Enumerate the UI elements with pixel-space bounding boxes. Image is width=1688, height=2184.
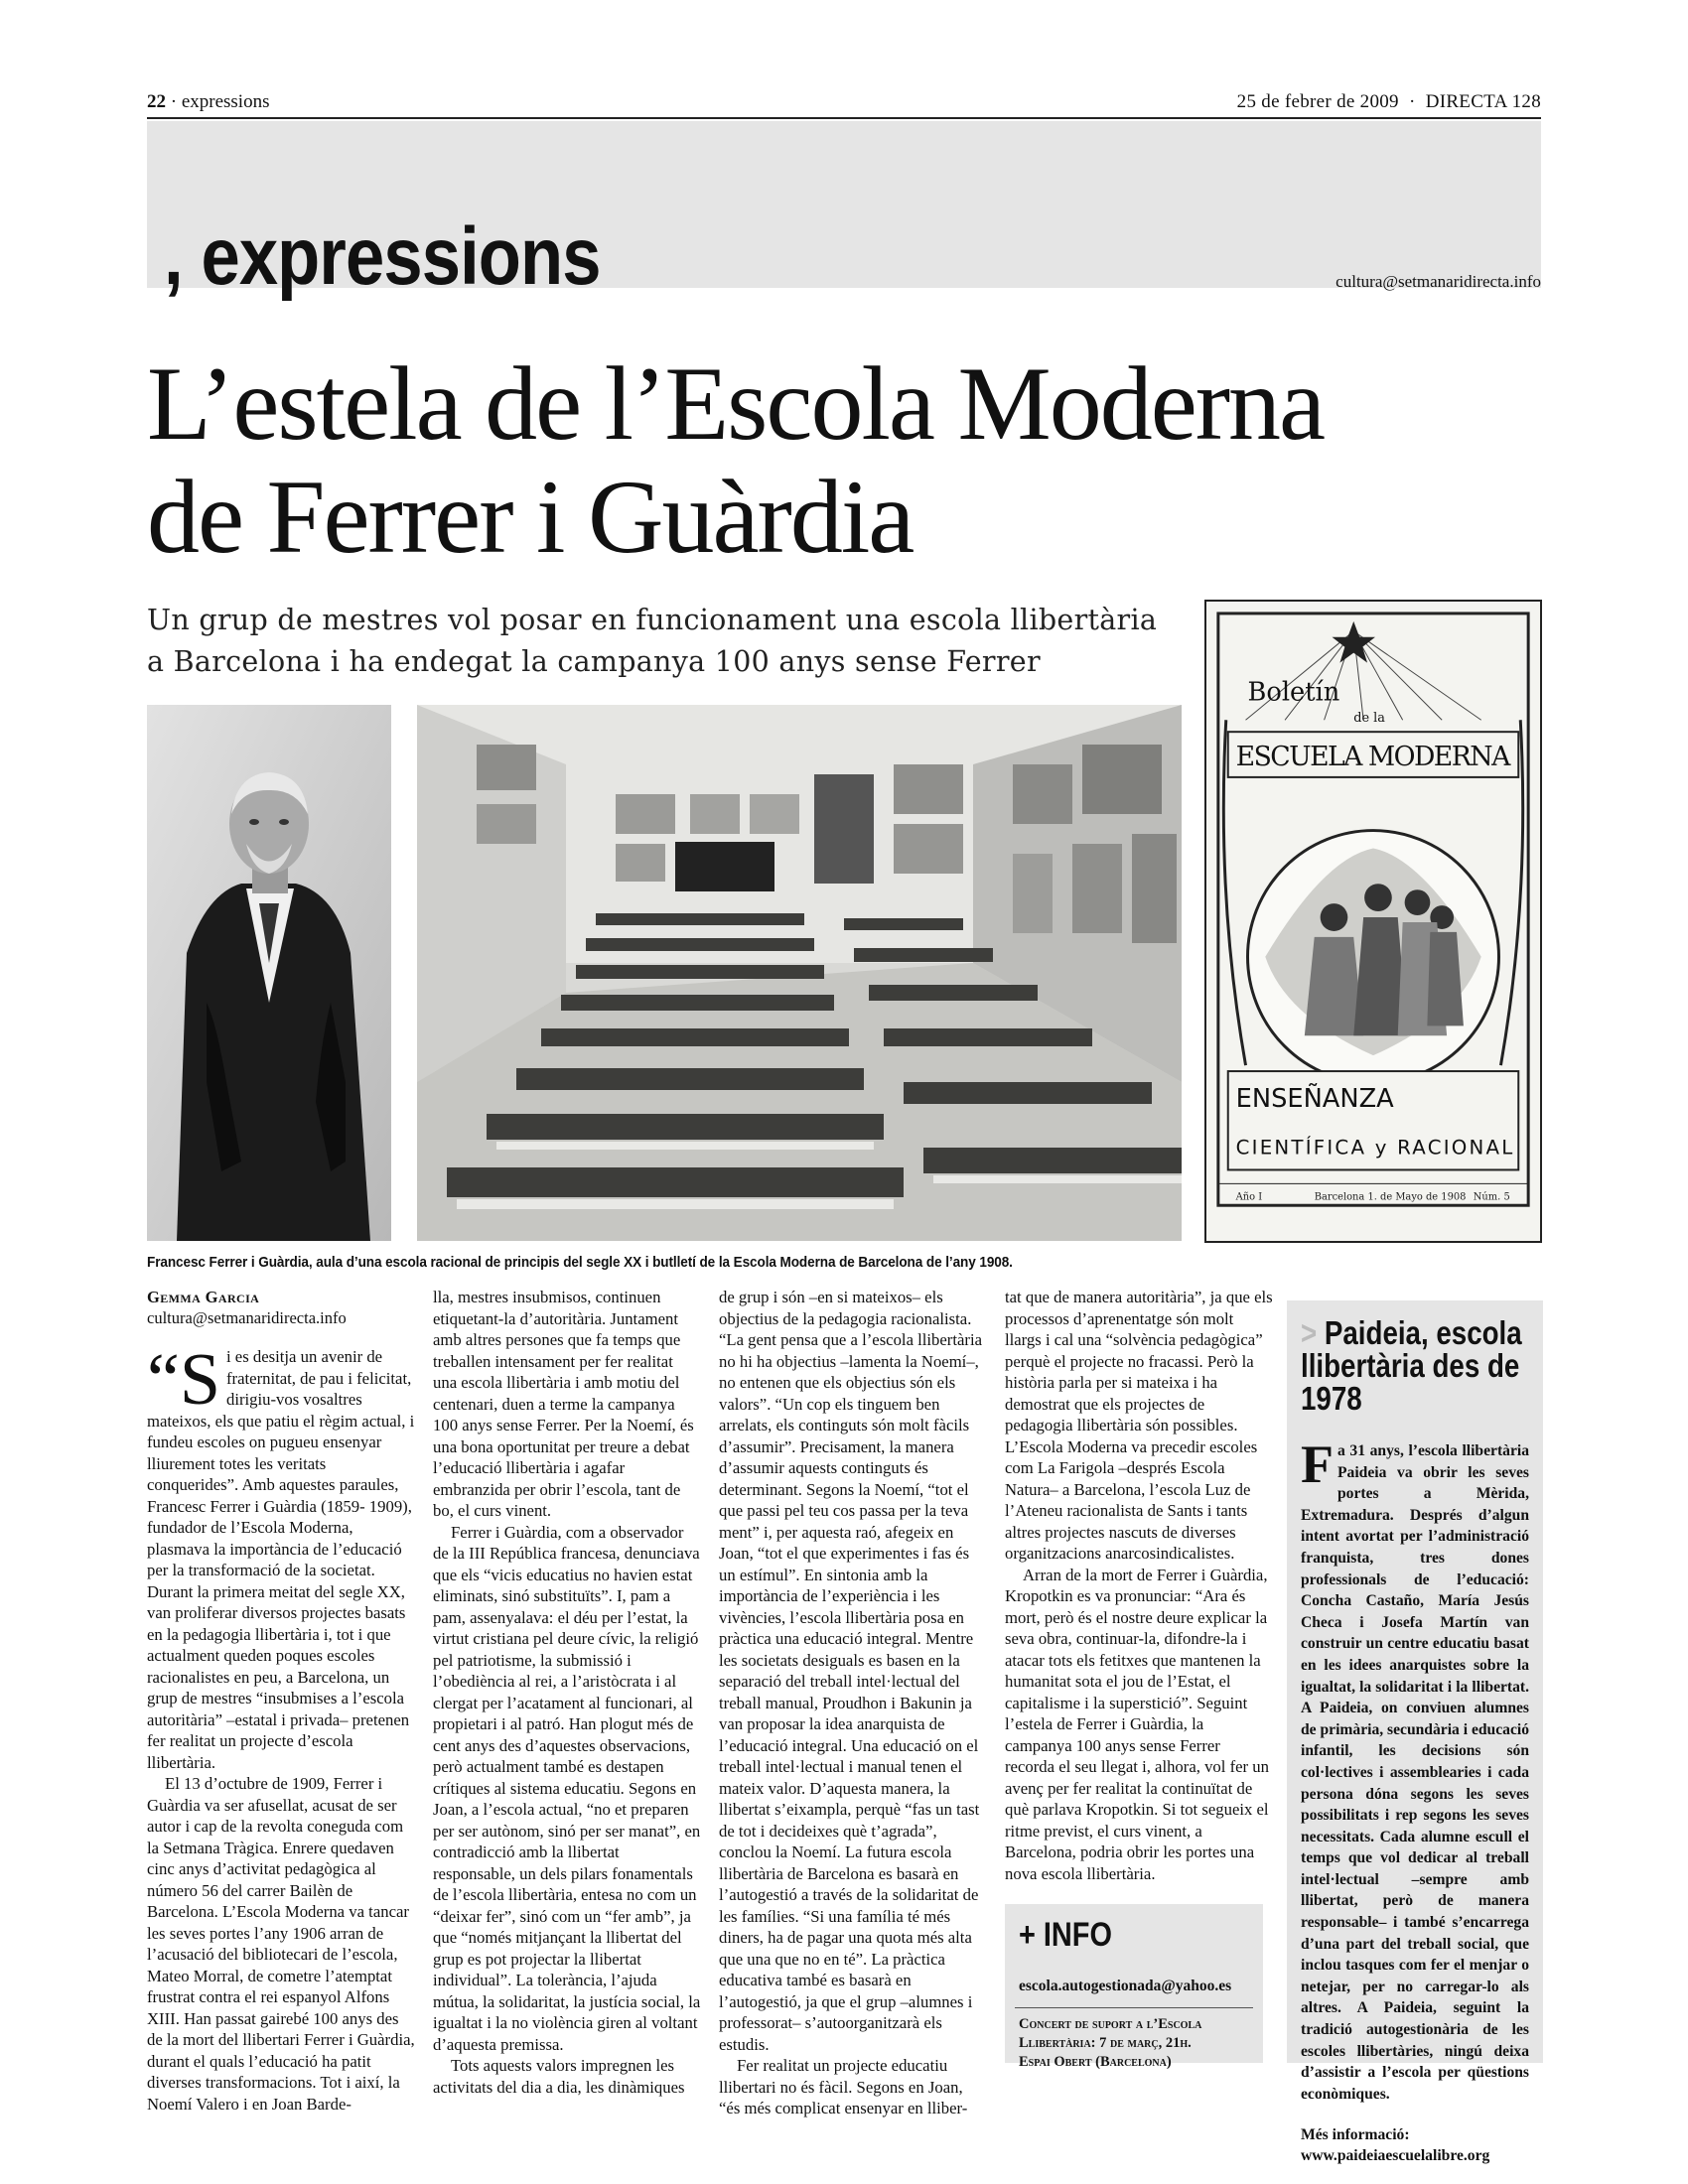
page-section-label: 22 · expressions <box>147 91 270 112</box>
article-column-3 <box>719 1287 987 2119</box>
article-subhead <box>147 600 1180 683</box>
section-title: , expressions <box>164 211 601 302</box>
info-box-line: Espai Obert (Barcelona) <box>1019 2054 1172 2070</box>
chevron-right-icon: > <box>1301 1314 1325 1351</box>
drop-cap: “S <box>147 1339 220 1421</box>
page-header <box>147 91 1541 119</box>
headline-line-2: de Ferrer i Guàrdia <box>147 459 914 575</box>
sidebar-paideia <box>1287 1300 1543 2165</box>
publication-name: DIRECTA 128 <box>1425 91 1541 112</box>
sidebar-body-text: a 31 anys, l’escola llibertària Paideia va obrir les seves portes a Mèrida, Extremadura. Després d’algun intent avortat per l’administració franquista, tres dones professionals de l’educació: Concha Castaño, María Jesús Checa i Josefa Martín van construir un centre educatiu basat en les idees anarquistes sobre la igualtat, la solidaritat i la llibertat. A Paideia, on conviuen alumnes de primària, secundària i educació infantil, les decisions són col·lectives i assemblearies i cada persona dóna segons les seves possibilitats i rep segons les seves necessitats. Cada alumne escull el temps que vol dedicar al treball intel·lectual –sempre amb llibertat, però de manera responsable– i també s’encarrega d’una part del treball social, que inclou tasques com fer el menjar o netejar, per no carregar-lo als altres. A Paideia, seguint la tradició autogestionària de les escoles llibertàries, ningú deixa d’assistir a l’escola per qüestions econòmiques. <box>1301 1442 1529 2103</box>
article-column-4 <box>1005 1287 1273 1884</box>
page-number: 22 <box>147 91 166 112</box>
article-paragraph: lla, mestres insubmisos, continuen etiquetant-la d’autoritària. Juntament amb altres persones que fa temps que treballen intensament per fer realitat una escola llibertària i amb motiu del centenari, duen a terme la campanya 100 anys sense Ferrer. Per la Noemí, és una bona oportunitat per treure a debat l’educació llibertària i agafar embranzida per obrir l’escola, tant de bo, el curs vinent. <box>433 1288 694 1520</box>
cover-number-text: Núm. 5 <box>1473 1191 1510 1203</box>
classroom-graphic <box>417 705 1182 1241</box>
headline-line-1: L’estela de l’Escola Moderna <box>147 345 1325 462</box>
article-paragraph: de grup i són –en si mateixos– els objectius de la pedagogia racionalista. “La gent pensa que a l’escola llibertària no hi ha objectius –lamenta la Noemí–, no entenen que els objectius són els valors”. “Un cop els tinguem ben arrelats, els continguts són molt fàcils d’assumir”. Precisament, la manera d’assumir aquests continguts és determinant. Segons la Noemí, “tot el que passi pel teu cos passa per la teva ment” i, per aquesta raó, afegeix en Joan, “tot el que experimentes i fas és un estímul”. En sintonia amb la importància de l’experiència i les vivències, l’escola llibertària posa en pràctica una educació integral. Mentre les societats desiguals es basen en la separació del treball intel·lectual del treball manual, Proudhon i Bakunin ja van proposar la idea anarquista de l’educació integral. Una educació on el treball intel·lectual i manual tenen el mateix valor. D’aquesta manera, la llibertat s’eixampla, perquè “fas un tast de tot i decideixes què t’agrada”, conclou la Noemí. La futura escola llibertària de Barcelona es basarà en l’autogestió a través de la solidaritat de les famílies. “Si una família té més diners, ha de pagar una quota més alta que una que no en té”. La pràctica educativa també es basarà en l’autogestió, ja que el grup –alumnes i professorat– s’autoorganitzarà els estudis. <box>719 1288 983 2054</box>
byline <box>147 1287 415 1328</box>
cover-boletin-text: Boletín <box>1247 677 1340 708</box>
paragraph-text: i es desitja un avenir de fraternitat, de pau i felicitat, dirigiu-vos vosaltres mateixos, els que patiu el règim actual, i fundeu escoles on pugueu ensenyar lliurement totes les veritats conquerides”. Amb aquestes paraules, Francesc Ferrer i Guàrdia (1859- 1909), fundador de l’Escola Moderna, plasmava la importància de l’educació per la transformació de la societat. Durant la primera meitat del segle XX, van proliferar diversos projectes basats en la pedagogia llibertària i, tot i que actualment queden poques escoles racionalistes en peu, a Barcelona, un grup de mestres “insubmises a l’escola autoritària” –estatal i privada– pretenen fer realitat un projecte d’escola llibertària. <box>147 1347 415 1772</box>
bulletin-cover-image <box>1204 600 1542 1243</box>
article-paragraph <box>147 1339 415 1773</box>
article-paragraph: Ferrer i Guàrdia, com a observador de la III República francesa, denunciava que els “vicis educatius no havien estat eliminats, sinó substituïts”. I, pam a pam, assenyalava: el déu per l’estat, la virtut cristiana pel deure cívic, la religió pel patriotisme, la submissió i l’obediència al rei, a l’aristòcrata i al clergat per l’acatament al funcionari, al propietari i al patró. Han plogut més de cent anys des d’aquestes observacions, però actualment també es destapen crítiques al sistema educatiu. Segons en Joan, a l’escola actual, “no et preparen per ser autònom, sinó per ser manat”, en contradicció amb la llibertat responsable, un dels pilars fonamentals de l’escola llibertària, entesa no com un “deixar fer”, sinó com un “fer amb”, ja que “només mitjançant la llibertat del grup es pot projectar la llibertat individual”. La tolerància, l’ajuda mútua, la solidaritat, la justícia social, la igualtat i la no violència giren al voltant d’aquesta premissa. <box>433 1522 701 2054</box>
photo-caption: Francesc Ferrer i Guàrdia, aula d’una escola racional de principis del segle XX i butlletí de la Escola Moderna de Barcelona de l’any 1908. <box>147 1255 1013 1271</box>
subhead-line-1: Un grup de mestres vol posar en funcionament una escola llibertària <box>147 604 1158 636</box>
ferrer-portrait-photo <box>147 705 391 1241</box>
more-info-link[interactable]: www.paideiaescuelalibre.org <box>1301 2147 1490 2165</box>
sidebar-body <box>1301 1434 1529 2105</box>
portrait-graphic <box>147 705 391 1241</box>
issue-date: 25 de febrer de 2009 <box>1236 91 1399 112</box>
classroom-photo <box>417 705 1182 1241</box>
info-box-line: Concert de suport a l’Escola <box>1019 2016 1202 2032</box>
cover-cientifica-text: CIENTÍFICA y RACIONAL <box>1235 1136 1513 1160</box>
cover-escuela-text: ESCUELA MODERNA <box>1235 741 1511 772</box>
section-name: expressions <box>181 91 270 112</box>
author-email[interactable]: cultura@setmanaridirecta.info <box>147 1308 347 1327</box>
info-box <box>1005 1904 1263 2070</box>
section-email[interactable]: cultura@setmanaridirecta.info <box>1336 272 1541 291</box>
info-box-text <box>1019 2015 1253 2072</box>
sidebar-title-text: Paideia, escola llibertària des de 1978 <box>1301 1314 1522 1417</box>
cover-ensenanza-text: ENSEÑANZA <box>1235 1083 1394 1114</box>
article-paragraph: tat que de manera autoritària”, ja que els processos d’aprenentatge són molt llargs i cal una “solvència pedagògica” perquè el projecte no fracassi. Però la història parla per si mateixa i ha demostrat que els projectes de pedagogia llibertària són possibles. L’Escola Moderna va precedir escoles com La Farigola –després Escola Natura– a Barcelona, l’escola Luz de l’Ateneu racionalista de Sants i tants altres projectes nascuts de diverses organitzacions anarcosindicalistes. <box>1005 1288 1273 1563</box>
cover-date-text: Barcelona 1. de Mayo de 1908 <box>1314 1191 1467 1203</box>
article-paragraph: Fer realitat un projecte educatiu llibertari no és fàcil. Segons en Joan, “és més complicat ensenyar en lliber- <box>719 2056 968 2117</box>
sidebar-more-info <box>1301 2124 1529 2166</box>
article-column-2 <box>433 1287 701 2098</box>
more-info-label: Més informació: <box>1301 2126 1410 2144</box>
info-box-title: + INFO <box>1019 1916 1112 1954</box>
info-box-line: Llibertària: 7 de març, 21h. <box>1019 2035 1192 2051</box>
article-column-1 <box>147 1287 415 2115</box>
article-headline <box>147 347 1547 574</box>
info-box-divider <box>1015 2007 1253 2008</box>
cover-de-la-text: de la <box>1353 711 1385 727</box>
article-paragraph: Arran de la mort de Ferrer i Guàrdia, Kropotkin es va pronunciar: “Ara és mort, però és el nostre deure explicar la seva obra, continuar-la, difondre-la i atacar tots els fetitxes que mantenen la humanitat sota el jou de l’Estat, el capitalisme i la superstició”. Seguint l’estela de Ferrer i Guàrdia, la campanya 100 anys sense Ferrer recorda el seu llegat i, alhora, vol fer un avenç per fer realitat la continuïtat de què parlava Kropotkin. Si tot segueix el ritme previst, el curs vinent, a Barcelona, podria obrir les portes una nova escola llibertària. <box>1005 1565 1269 1883</box>
issue-info: 25 de febrer de 2009 · DIRECTA 128 <box>1236 91 1541 112</box>
article-paragraph: El 13 d’octubre de 1909, Ferrer i Guàrdia va ser afusellat, acusat de ser autor i cap de la revolta coneguda com la Setmana Tràgica. Enrere quedaven cinc anys d’activitat pedagògica al número 56 del carrer Bailèn de Barcelona. L’Escola Moderna va tancar les seves portes l’any 1906 arran de l’acusació del bibliotecari de l’escola, Mateo Morral, de cometre l’atemptat frustrat contra el rei espanyol Alfons XIII. Han passat gairebé 100 anys des de la mort del llibertari Ferrer i Guàrdia, durant el quals l’educació ha patit diverses transformacions. Tot i així, la Noemí Valero i en Joan Barde- <box>147 1774 415 2114</box>
sidebar-drop-cap: F <box>1301 1434 1334 1494</box>
bulletin-cover-graphic <box>1206 602 1540 1241</box>
subhead-line-2: a Barcelona i ha endegat la campanya 100 anys sense Ferrer <box>147 645 1041 678</box>
cover-year-text: Año I <box>1235 1191 1263 1203</box>
sidebar-title <box>1301 1316 1543 1415</box>
info-box-email[interactable]: escola.autogestionada@yahoo.es <box>1019 1978 1232 1994</box>
article-paragraph: Tots aquests valors impregnen les activitats del dia a dia, les dinàmiques <box>433 2056 685 2097</box>
author-name: Gemma Garcia <box>147 1288 260 1306</box>
